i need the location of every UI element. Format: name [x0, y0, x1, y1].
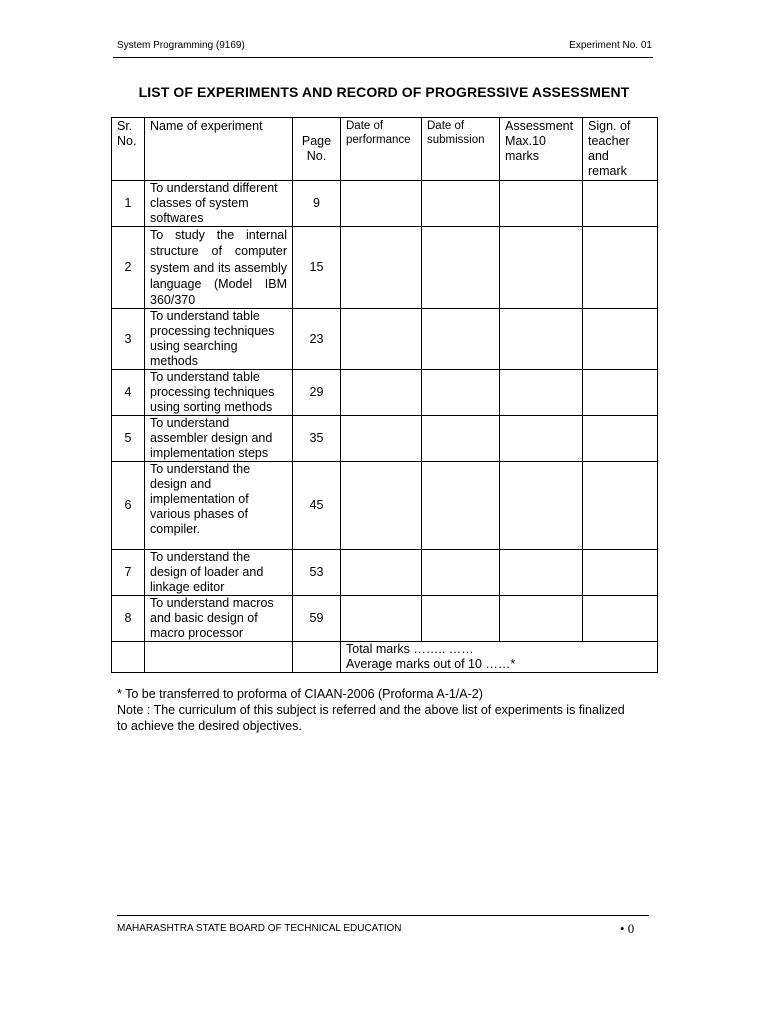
- page-title: LIST OF EXPERIMENTS AND RECORD OF PROGRESSIVE ASSESSMENT: [138, 84, 630, 100]
- footer-page-number: • 0: [620, 921, 635, 936]
- header-page-no-line2: No.: [306, 149, 327, 163]
- cell-page-no: 29: [293, 370, 341, 416]
- cell-sign: [583, 462, 658, 550]
- header-date-submission-line2: submission: [427, 134, 485, 146]
- header-date-submission-line1: Date of: [427, 120, 465, 132]
- cell-date-performance: [341, 416, 422, 462]
- cell-page-no: 15: [293, 227, 341, 309]
- header-sr-no-line2: No.: [117, 134, 137, 148]
- cell-date-submission: [422, 416, 500, 462]
- cell-sr-no: 7: [112, 550, 145, 596]
- totals-row: [112, 642, 658, 673]
- cell-page-no: 9: [293, 181, 341, 227]
- cell-date-submission: [422, 550, 500, 596]
- cell-sign: [583, 227, 658, 309]
- header-sr-no-line1: Sr.: [117, 119, 133, 133]
- table-row: [112, 596, 658, 642]
- cell-empty: [145, 642, 293, 673]
- header-assessment-line2: Max.10: [505, 134, 546, 148]
- cell-sr-no: 5: [112, 416, 145, 462]
- cell-experiment-name: To understand the design of loader and linkage editor: [145, 550, 293, 596]
- cell-assessment: [500, 181, 583, 227]
- header-sign-line2: teacher: [588, 134, 630, 148]
- header-sign-line4: remark: [588, 164, 627, 178]
- header-sr-no: [112, 118, 145, 181]
- cell-experiment-name: To understand assembler design and implementation steps: [145, 416, 293, 462]
- footer-rule: [117, 915, 649, 916]
- cell-assessment: [500, 309, 583, 370]
- footer-organization: MAHARASHTRA STATE BOARD OF TECHNICAL EDUCATION: [117, 923, 402, 934]
- running-header-course: System Programming (9169): [117, 40, 245, 51]
- header-date-performance: [341, 118, 422, 181]
- cell-date-performance: [341, 596, 422, 642]
- table-row: [112, 462, 658, 550]
- cell-empty: [112, 642, 145, 673]
- header-rule: [113, 57, 653, 58]
- asterisk-note: * To be transferred to proforma of CIAAN-2006 (Proforma A-1/A-2): [117, 687, 483, 701]
- cell-experiment-name: To study the internal structure of computer system and its assembly language (Model IBM 360/370: [145, 227, 293, 309]
- cell-sign: [583, 416, 658, 462]
- table-row: [112, 416, 658, 462]
- cell-date-performance: [341, 462, 422, 550]
- cell-sign: [583, 309, 658, 370]
- header-name: Name of experiment: [145, 118, 293, 181]
- header-sign: [583, 118, 658, 181]
- cell-assessment: [500, 596, 583, 642]
- curriculum-note-line1: Note : The curriculum of this subject is referred and the above list of experiments is finalized: [117, 703, 625, 717]
- cell-experiment-name: To understand table processing techniques using searching methods: [145, 309, 293, 370]
- table-row: [112, 370, 658, 416]
- cell-assessment: [500, 416, 583, 462]
- cell-date-submission: [422, 370, 500, 416]
- cell-date-submission: [422, 181, 500, 227]
- notes-block: [117, 686, 657, 734]
- total-marks-line: Total marks …….. ……: [346, 642, 474, 657]
- header-date-submission: [422, 118, 500, 181]
- header-date-performance-line2: performance: [346, 134, 411, 146]
- cell-sign: [583, 370, 658, 416]
- cell-experiment-name: To understand different classes of system softwares: [145, 181, 293, 227]
- average-marks-line: Average marks out of 10 ……*: [346, 657, 516, 672]
- cell-empty: [293, 642, 341, 673]
- cell-assessment: [500, 550, 583, 596]
- header-assessment-line1: Assessment: [505, 119, 574, 133]
- cell-page-no: 59: [293, 596, 341, 642]
- cell-experiment-name: To understand macros and basic design of macro processor: [145, 596, 293, 642]
- cell-experiment-name: To understand table processing techniques using sorting methods: [145, 370, 293, 416]
- cell-date-performance: [341, 227, 422, 309]
- header-date-performance-line1: Date of: [346, 120, 384, 132]
- cell-date-performance: [341, 181, 422, 227]
- cell-page-no: 53: [293, 550, 341, 596]
- cell-date-submission: [422, 596, 500, 642]
- cell-experiment-name: To understand the design and implementation of various phases of compiler.: [145, 462, 293, 550]
- header-assessment: [500, 118, 583, 181]
- table-row: [112, 550, 658, 596]
- table-row: [112, 227, 658, 309]
- cell-date-submission: [422, 227, 500, 309]
- cell-page-no: 23: [293, 309, 341, 370]
- cell-sign: [583, 550, 658, 596]
- header-sign-line1: Sign. of: [588, 119, 631, 133]
- table-header-row: [112, 118, 658, 181]
- header-page-no: [293, 118, 341, 181]
- cell-date-submission: [422, 309, 500, 370]
- cell-assessment: [500, 370, 583, 416]
- header-assessment-line3: marks: [505, 149, 540, 163]
- cell-sign: [583, 596, 658, 642]
- header-sign-line3: and: [588, 149, 609, 163]
- cell-page-no: 45: [293, 462, 341, 550]
- curriculum-note-line2: to achieve the desired objectives.: [117, 719, 302, 733]
- cell-sign: [583, 181, 658, 227]
- header-page-no-line1: Page: [301, 134, 332, 148]
- cell-sr-no: 6: [112, 462, 145, 550]
- cell-assessment: [500, 227, 583, 309]
- table-row: [112, 309, 658, 370]
- experiments-table: [111, 117, 658, 673]
- cell-page-no: 35: [293, 416, 341, 462]
- cell-date-performance: [341, 370, 422, 416]
- cell-assessment: [500, 462, 583, 550]
- cell-sr-no: 1: [112, 181, 145, 227]
- cell-date-performance: [341, 309, 422, 370]
- cell-date-performance: [341, 550, 422, 596]
- cell-sr-no: 3: [112, 309, 145, 370]
- table-row: [112, 181, 658, 227]
- cell-sr-no: 4: [112, 370, 145, 416]
- cell-sr-no: 2: [112, 227, 145, 309]
- cell-sr-no: 8: [112, 596, 145, 642]
- cell-date-submission: [422, 462, 500, 550]
- running-header-experiment: Experiment No. 01: [569, 40, 652, 51]
- totals-cell: [341, 642, 658, 673]
